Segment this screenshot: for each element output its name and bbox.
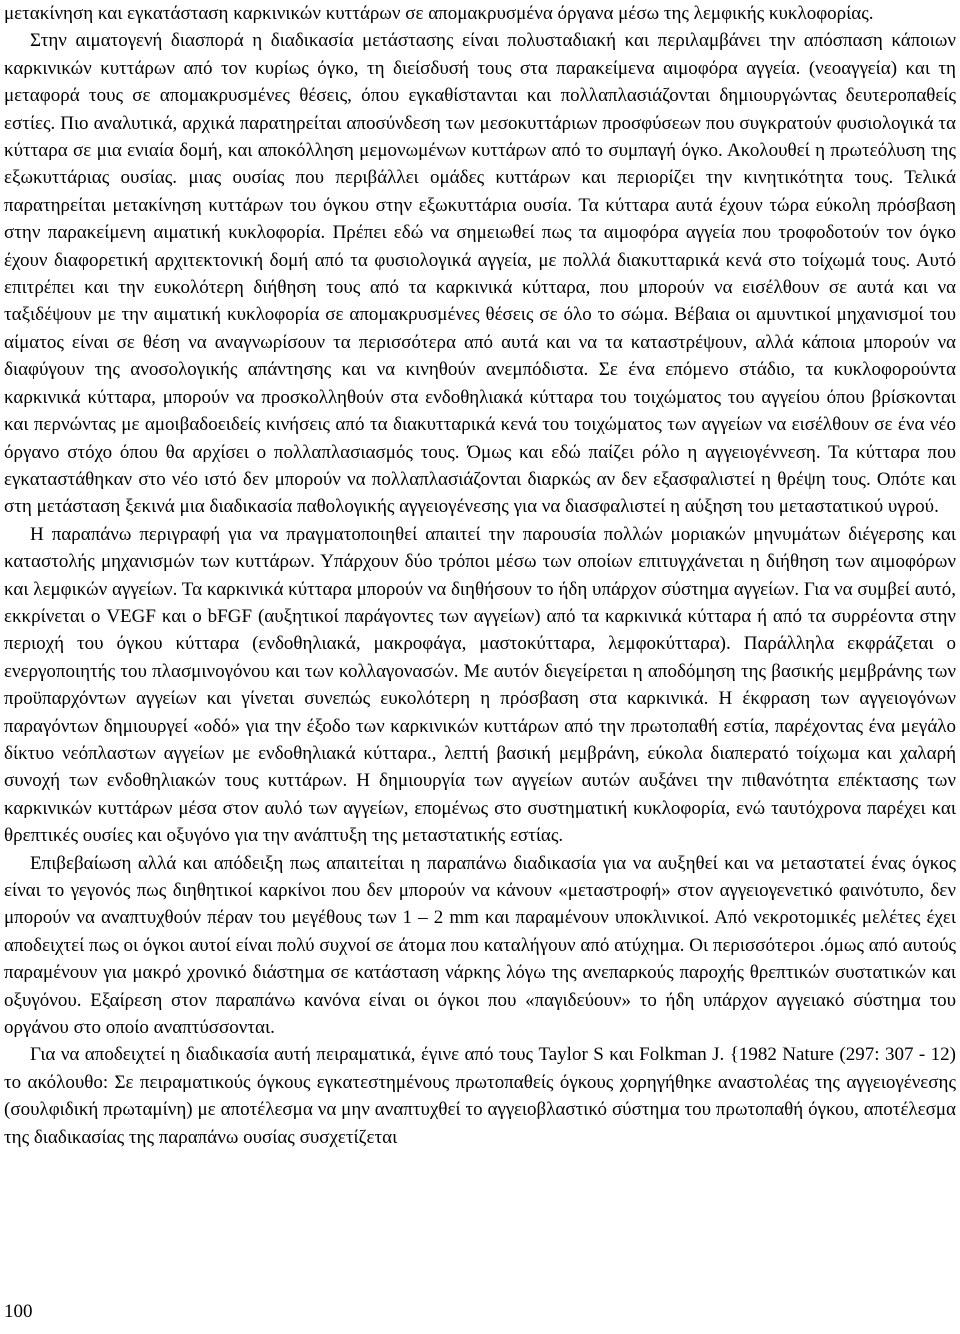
paragraph-molecular-signals: Η παραπάνω περιγραφή για να πραγματοποιηθεί απαιτεί την παρουσία πολλών μοριακών μηνυμάτων διέγερσης και καταστολής μηχανισμών των κυττάρων. Υπάρχουν δύο τρόποι μέσω των οποίων επιτυγχάνεται η διήθηση των αιμοφόρων και λεμφικών αγγείων. Τα καρκινικά κύτταρα μπορούν να διηθήσουν το ήδη υπάρχον σύστημα αγγείων. Για να συμβεί αυτό, εκκρίνεται ο VEGF και ο bFGF (αυξητικοί παράγοντες των αγγείων) από τα καρκινικά κύτταρα ή από τα συρρέοντα στην περιοχή του όγκου κύτταρα (ενδοθηλιακά, μακροφάγα, μαστοκύτταρα, λεμφοκύτταρα). Παράλληλα εκφράζεται ο ενεργοποιητής του πλασμινογόνου και των κολλαγονασών. Με αυτόν διεγείρεται η αποδόμηση της βασικής μεμβράνης των προϋπαρχόντων αγγείων και γίνεται συνεπώς ευκολότερη η πρόσβαση στα καρκινικά. Η έκφραση των αγγειογόνων παραγόντων δημιουργεί «οδό» για την έξοδο των καρκινικών κυττάρων από την πρωτοπαθή εστία, παρέχοντας ένα μεγάλο δίκτυο νεόπλαστων αγγείων με ενδοθηλιακά κύτταρα., λεπτή βασική μεμβράνη, εύκολα διαπερατό τοίχωμα και χαλαρή συνοχή των ενδοθηλιακών τους κυττάρων. Η δημιουργία των αγγείων αυτών αυξάνει την πιθανότητα επέκτασης των καρκινικών κυττάρων μέσα στον αυλό των αγγείων, επομένως στο συστηματική κυκλοφορία, ενώ ταυτόχρονα παρέχει και θρεπτικές ουσίες και οξυγόνο για την ανάπτυξη της μεταστατικής εστίας. [4,523,956,847]
paragraph-experiment: Για να αποδειχτεί η διαδικασία αυτή πειραματικά, έγινε από τους Taylor S και Folkman J. {1982 Nature (297: 307 - 12) το ακόλουθο: Σε πειραματικούς όγκους εγκατεστημένους πρωτοπαθείς όγκους χορηγήθηκε αναστολέας της αγγειογένεσης (σουλφιδική πρωταμίνη) με αποτέλεσμα να μην αναπτυχθεί το αγγειοβλαστικό σύστημα του πρωτοπαθή όγκου, αποτέλεσμα της διαδικασίας της παραπάνω ουσίας συσχετίζεται [4,1044,956,1148]
paragraph-continuation: μετακίνηση και εγκατάσταση καρκινικών κυττάρων σε απομακρυσμένα όργανα μέσω της λεμφικής κυκλοφορίας. [4,3,874,24]
paragraph-hematogenous-spread: Στην αιματογενή διασπορά η διαδικασία μετάστασης είναι πολυσταδιακή και περιλαμβάνει την απόσπαση κάποιων καρκινικών κυττάρων από τον κυρίως όγκο, τη διείσδυσή τους στα παρακείμενα αιμοφόρα αγγεία. (νεοαγγεία) και τη μεταφορά τους σε απομακρυσμένες θέσεις, όπου εγκαθίστανται και πολλαπλασιάζονται δημιουργώντας δευτεροπαθείς εστίες. Πιο αναλυτικά, αρχικά παρατηρείται αποσύνδεση των μεσοκυττάριων προσφύσεων που συγκρατούν φυσιολογικά τα κύτταρα σε μια ενιαία δομή, και αποκόλληση μεμονωμένων κυττάρων από το συμπαγή όγκο. Ακολουθεί η πρωτεόλυση της εξωκυττάριας ουσίας. μιας ουσίας που περιβάλλει ομάδες κυττάρων και περιορίζει την κινητικότητα τους. Τελικά παρατηρείται μετακίνηση κυττάρων του όγκου στην εξωκυττάρια ουσία. Τα κύτταρα αυτά έχουν τώρα εύκολη πρόσβαση στην παρακείμενη αιματική κυκλοφορία. Πρέπει εδώ να σημειωθεί πως τα αιμοφόρα αγγεία που τροφοδοτούν τον όγκο έχουν διαφορετική αρχιτεκτονική δομή από τα φυσιολογικά αγγεία, με πολλά διακυτταρικά κενά στο τοίχωμά τους. Αυτό επιτρέπει και την ευκολότερη διήθηση τους από τα καρκινικά κύτταρα, που μπορούν να εισέλθουν σε αυτά και να ταξιδέψουν με την αιματική κυκλοφορία σε απομακρυσμένες θέσεις σε όλο το σώμα. Βέβαια οι αμυντικοί μηχανισμοί του αίματος είναι σε θέση να αναγνωρίσουν τα περισσότερα από αυτά και να τα καταστρέψουν, αλλά κάποια μπορούν να διαφύγουν της ανοσολογικής απάντησης και να κινηθούν ανεμπόδιστα. Σε ένα επόμενο στάδιο, τα κυκλοφορούντα καρκινικά κύτταρα, μπορούν να προσκολληθούν στα ενδοθηλιακά κύτταρα του τοιχώματος του αγγείου όπου βρίσκονται και περνώντας με αμοιβαδοειδείς κινήσεις από τα διακυτταρικά κενά του τοιχώματος των αγγείων να εισέλθουν σε ένα νέο όργανο στόχο όπου θα αρχίσει ο πολλαπλασιασμός τους. Όμως και εδώ παίζει ρόλο η αγγειογέννεση. Τα κύτταρα που εγκαταστάθηκαν στο νέο ιστό δεν μπορούν να πολλαπλασιάζονται διαρκώς αν δεν εξασφαλιστεί η θρέψη τους. Οπότε και στη μετάσταση ξεκινά μια διαδικασία παθολογικής αγγειογένεσης για να διασφαλιστεί η αύξηση του μεταστατικού υγρού. [4,30,956,518]
paragraph-confirmation: Επιβεβαίωση αλλά και απόδειξη πως απαιτείται η παραπάνω διαδικασία για να αυξηθεί και να μεταστατεί ένας όγκος είναι το γεγονός πως διηθητικοί καρκίνοι που δεν μπορούν να κάνουν «μεταστροφή» στον αγγειογενετικό φαινότυπο, δεν μπορούν να αναπτυχθούν πέραν του μεγέθους των 1 – 2 mm και παραμένουν υποκλινικοί. Από νεκροτομικές μελέτες έχει αποδειχτεί πως οι όγκοι αυτοί είναι πολύ συχνοί σε άτομα που καταλήγουν από ατύχημα. Οι περισσότεροι .όμως από αυτούς παραμένουν για μακρό χρονικό διάστημα σε κατάσταση νάρκης λόγω της ανεπαρκούς παροχής θρεπτικών συστατικών και οξυγόνου. Εξαίρεση στον παραπάνω κανόνα είναι οι όγκοι που «παγιδεύουν» το ήδη υπάρχον αγγειακό σύστημα του οργάνου στο οποίο αναπτύσσονται. [4,852,956,1039]
body-text [4,0,956,1151]
page-number: 100 [4,1301,33,1322]
